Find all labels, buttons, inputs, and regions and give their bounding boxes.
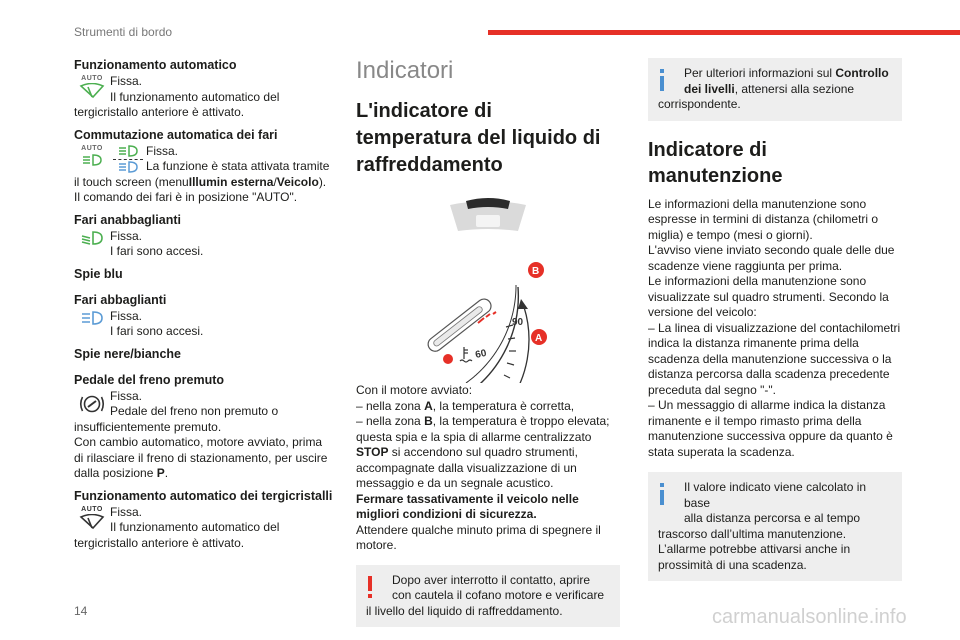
- wiper-auto-icon: AUTO: [74, 74, 110, 99]
- running-header: Strumenti di bordo: [74, 25, 173, 39]
- coolant-gauge-illustration: [356, 187, 620, 383]
- section-black-white-lights: Spie nere/bianche: [74, 346, 181, 361]
- header-accent-bar: [488, 30, 960, 35]
- brake-pedal-icon: [74, 389, 110, 415]
- section-heading: Indicatori: [356, 57, 454, 84]
- info-icon: [660, 69, 664, 91]
- high-beam-assist-icon: [110, 144, 146, 173]
- section-dipped-beam: Fari anabbaglianti Fissa. I fari sono accesi.: [74, 212, 204, 258]
- section-title: Funzionamento automatico: [74, 58, 237, 72]
- warning-note: Dopo aver interrotto il contatto, aprire con cautela il cofano motore e verificare il livello del liquido di raffreddamento.: [356, 565, 620, 628]
- maintenance-heading: Indicatore di manutenzione: [648, 138, 783, 187]
- zone-a-badge: A: [535, 333, 543, 344]
- main-beam-icon: [74, 309, 110, 326]
- column-middle: Indicatori L'indicatore di temperatura del liquido di raffreddamento 90 60 B A Con il motore avviato: – nella zona A, la temperatura è corretta, – nella zona B, la temperatura è troppo elevata; questa spia e la spia di allarme centralizzato STOP si accendono sul quadro strumenti, accompagnate dalla visualizzazione di un messaggio e da un segnale acustico. Fermare tassativamente il veicolo nelle migliori condizioni di sicurezza. Attendere qualche minuto prima di spegnere il motore. Dopo aver interrotto il contatto, aprire con cautela il cofano motore e verificare il livello del liquido di raffreddamento.: [356, 58, 620, 627]
- gauge-60-label: 60: [474, 347, 488, 361]
- section-auto-headlamp: Commutazione automatica dei fari AUTO Fissa. La funzione è stata attivata tramite il touch screen (menuIllumin esterna/Veicolo). Il comando dei fari è in posizione "AUTO".: [74, 127, 330, 204]
- maintenance-body: Le informazioni della manutenzione sono espresse in termini di distanza (chilometri o miglia) e tempo (mesi o giorni). L'avviso viene inviato secondo quale delle due scadenze viene raggiunta per prima. Le informazioni della manutenzione sono visualizzate sul quadro strumenti. Secondo la versione del veicolo: – La linea di visualizzazione del contachilometri indica la distanza rimanente prima della scadenza della manutenzione successiva o la distanza percorsa dalla scadenza precedente preceduta dal segno "-". – Un messaggio di allarme indica la distanza rimanente e il tempo rimasto prima della manutenzione successiva oppure da quanto è stata superata la scadenza.: [648, 196, 901, 459]
- info-note-levels: Per ulteriori informazioni sul Controllo dei livelli, attenersi alla sezione corrispondente.: [648, 58, 902, 121]
- section-auto-wiper: Funzionamento automatico AUTO Fissa. Il funzionamento automatico del tergicristallo anteriore è attivato.: [74, 58, 336, 121]
- page-number: 14: [74, 604, 88, 618]
- wiper-auto-black-icon: AUTO: [74, 505, 110, 530]
- column-right: [648, 58, 902, 581]
- section-blue-lights: Spie blu: [74, 266, 123, 281]
- section-main-beam: Fari abbaglianti Fissa. I fari sono accesi.: [74, 292, 204, 338]
- info-note-calculation: Il valore indicato viene calcolato in base alla distanza percorsa e al tempo trascorso dall’ultima manutenzione. L’allarme potrebbe attivarsi anche in prossimità di una scadenza.: [648, 472, 902, 581]
- exclamation-icon: [368, 576, 372, 598]
- dipped-beam-icon: [74, 229, 110, 246]
- column-left: [74, 58, 336, 558]
- coolant-gauge-svg: [356, 187, 620, 383]
- zone-b-badge: B: [532, 266, 540, 277]
- auto-headlamp-icon: AUTO: [74, 144, 110, 167]
- watermark: carmanualsonline.info: [712, 606, 907, 628]
- subsection-heading: L'indicatore di temperatura del liquido di raffreddamento: [356, 100, 601, 176]
- section-brake-pedal: Pedale del freno premuto Fissa. Pedale del freno non premuto o insufficientemente premuto. Con cambio automatico, motore avviato, prima di rilasciare il freno di stazionamento, per uscire dalla posizione P.: [74, 372, 328, 480]
- gauge-90-label: 90: [512, 317, 524, 328]
- section-auto-wipers: Funzionamento automatico dei tergicristalli AUTO Fissa. Il funzionamento automatico del tergicristallo anteriore è attivato.: [74, 488, 333, 550]
- info-icon: [660, 483, 664, 505]
